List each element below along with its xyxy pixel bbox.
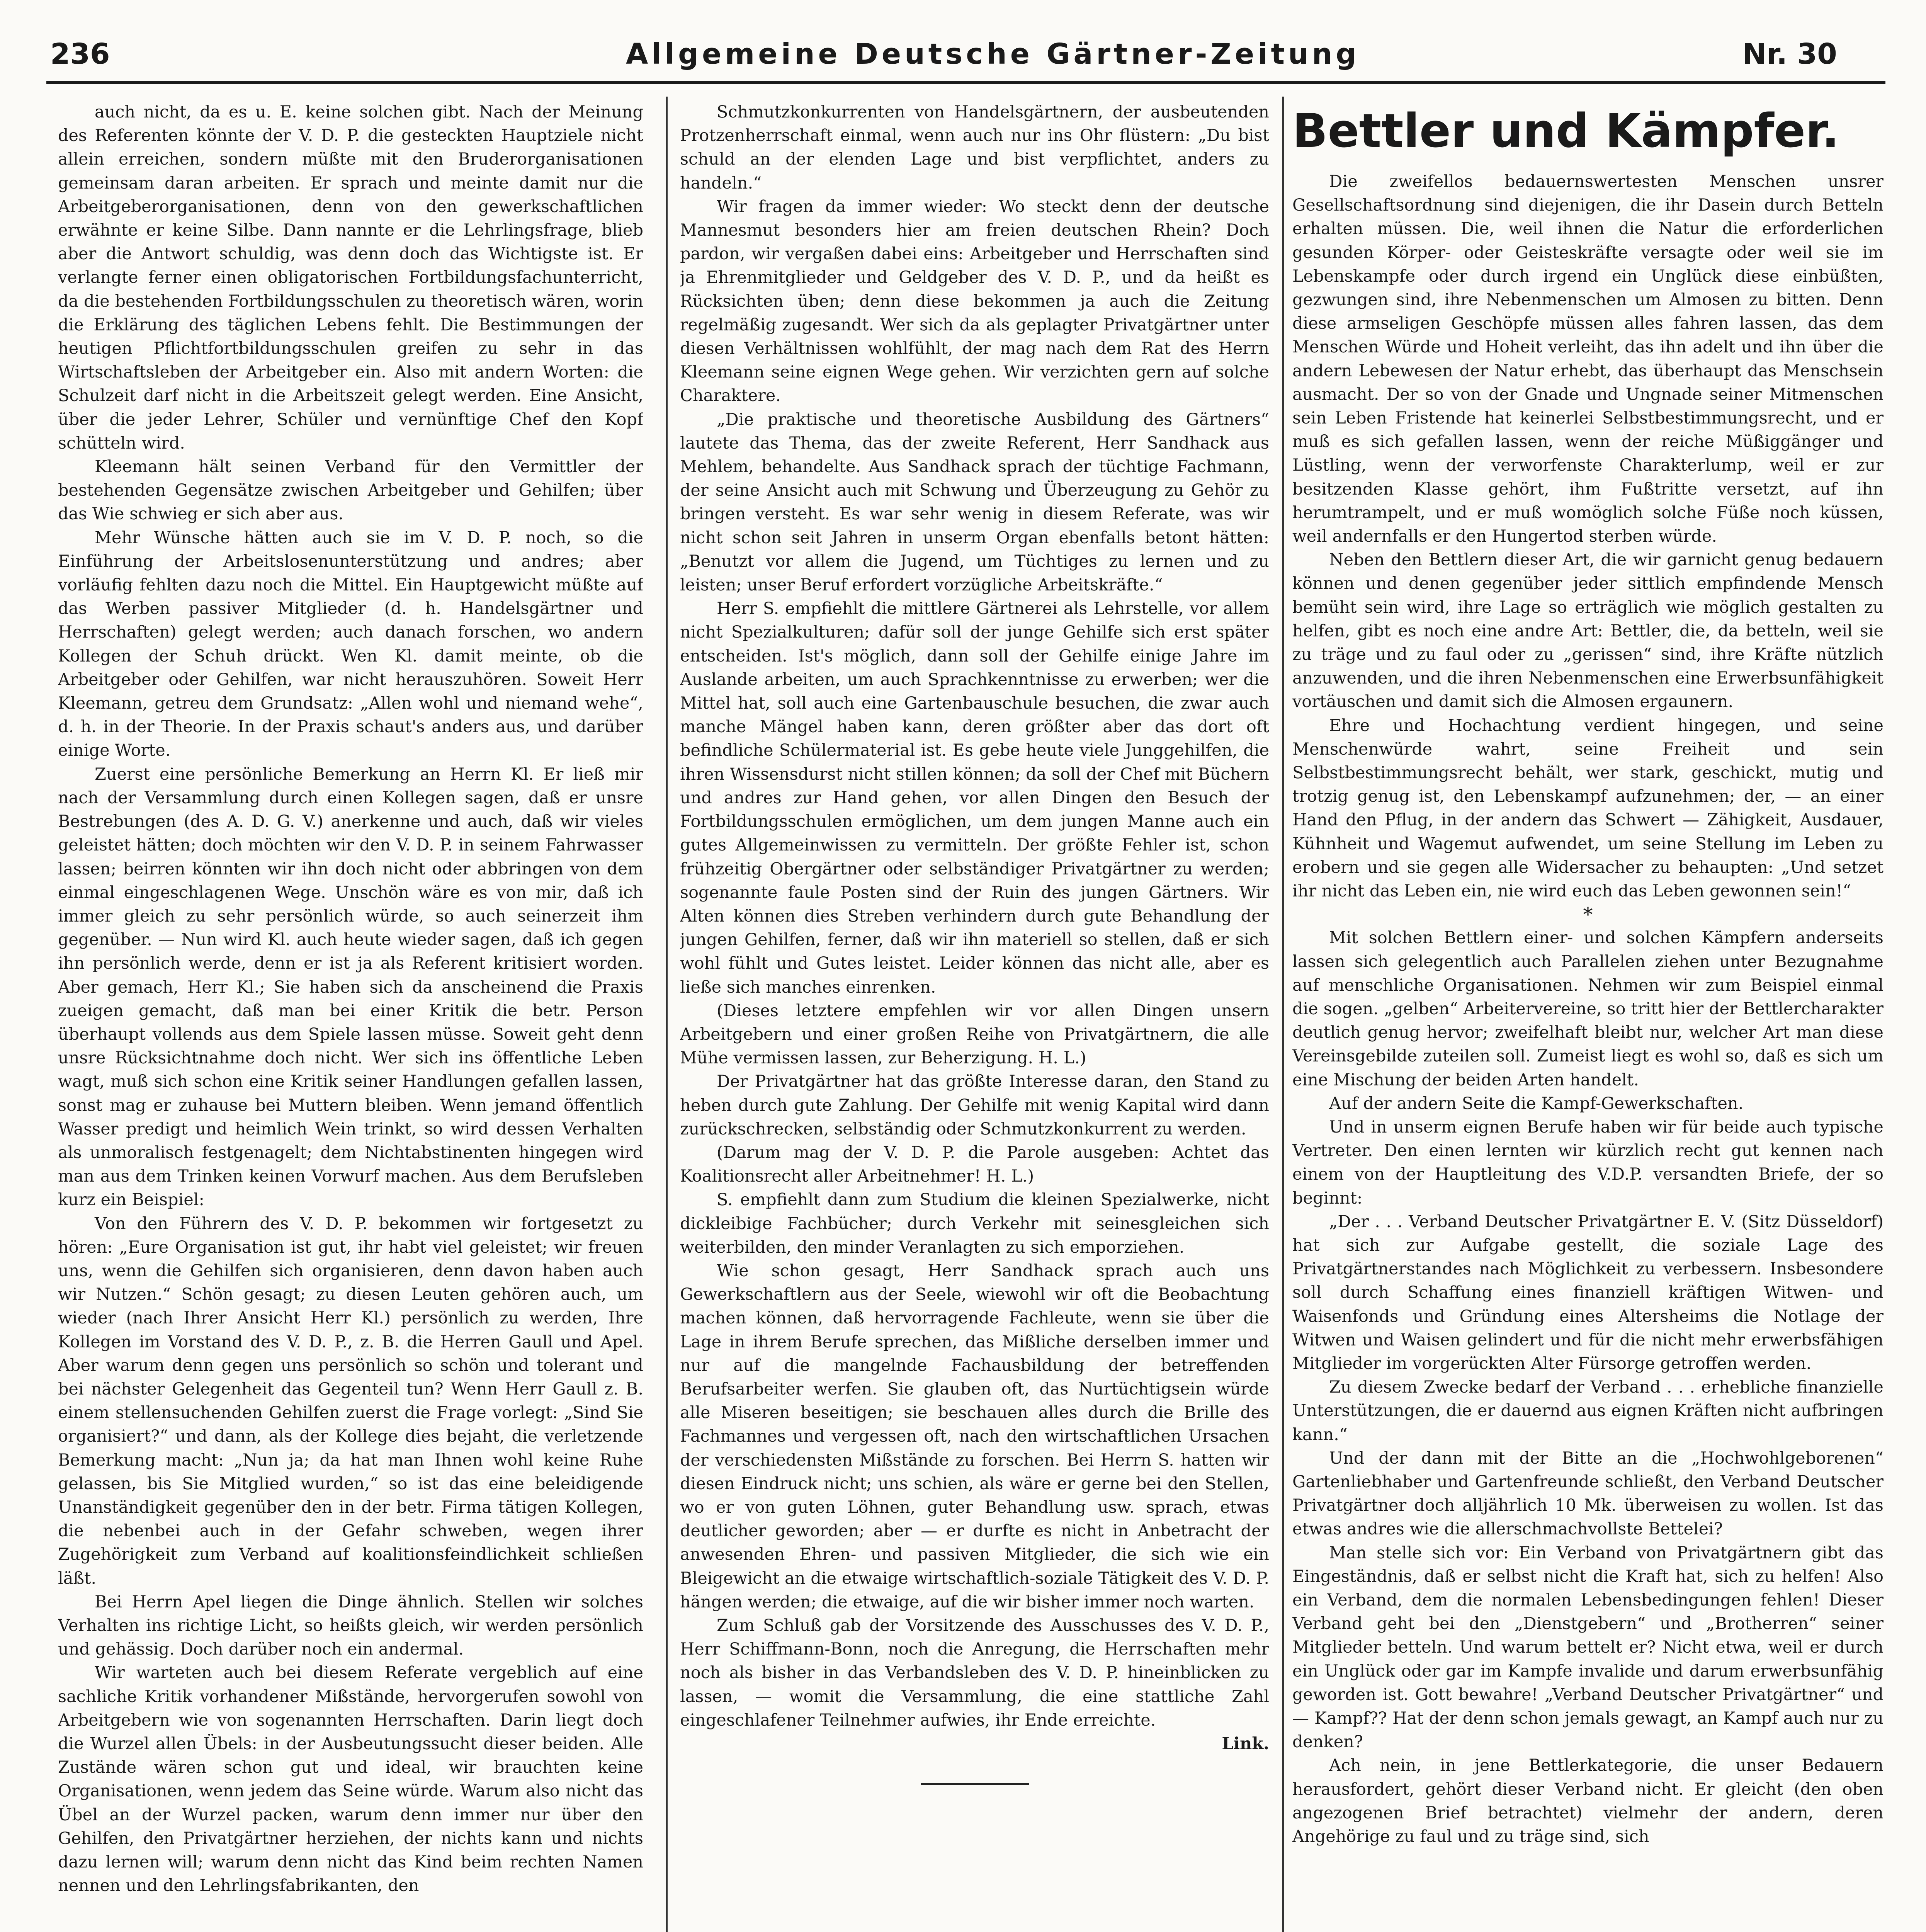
column-divider bbox=[1282, 97, 1284, 1932]
paragraph: Wir fragen da immer wieder: Wo steckt denn der deutsche Mannesmut besonders hier am freien deutschen Rhein? Doch pardon, wir vergaßen dabei eins: Arbeitgeber und Herrschaften sind ja Ehrenmitglieder und Geldgeber des V. D. P., und da heißt es Rücksichten üben; denn diese bekommen ja auch die Zeitung regelmäßig zugesandt. Wer sich da als geplagter Privatgärtner unter diesen Verhältnissen wohlfühlt, der mag nach dem Rat des Herrn Kleemann seine eignen Wege gehen. Wir verzichten gern auf solche Charaktere. bbox=[680, 197, 1269, 406]
issue-number: Nr. 30 bbox=[1742, 37, 1837, 71]
paragraph: Wir warteten auch bei diesem Referate vergeblich auf eine sachliche Kritik vorhandener Mißstände, hervorgerufen sowohl von Arbeitgebern wie von sogenannten Herrschaften. Darin liegt doch die Wurzel allen Übels: in der Ausbeutungssucht dieser beiden. Alle Zustände wären schon gut und ideal, wir brauchten keine Organisationen, wenn jedem das Seine würde. Warum also nicht das Übel an der Wurzel packen, warum denn immer nur über den Gehilfen, den Privatgärtner herziehen, der nichts kann und nichts dazu lernen will; warum denn nicht das Kind beim rechten Namen nennen und den Lehrlingsfabrikanten, den bbox=[58, 1663, 643, 1896]
header-rule bbox=[46, 81, 1885, 84]
paragraph: Und der dann mit der Bitte an die „Hochwohlgeborenen“ Gartenliebhaber und Gartenfreunde schließt, den Verband Deutscher Privatgärtner doch alljährlich 10 Mk. überweisen zu wollen. Ist das etwas andres wie die allerschmachvollste Bettelei? bbox=[1292, 1448, 1884, 1539]
paragraph: Und in unserm eignen Berufe haben wir für beide auch typische Vertreter. Den einen lernten wir kürzlich recht gut kennen nach einem von der Hauptleitung des V.D.P. versandten Briefe, der so beginnt: bbox=[1292, 1117, 1884, 1208]
paragraph: Ehre und Hochachtung verdient hingegen, und seine Menschenwürde wahrt, seine Freiheit und sein Selbstbestimmungsrecht behält, wer stark, geschickt, mutig und trotzig genug ist, den Lebenskampf aufzunehmen; der, — an einer Hand den Pflug, in der andern das Schwert — Zähigkeit, Ausdauer, Kühnheit und Wagemut aufwendet, um seine Stellung im Leben zu erobern und sie gegen alle Widersacher zu behaupten: „Und setzet ihr nicht das Leben ein, nie wird euch das Leben gewonnen sein!“ bbox=[1292, 716, 1884, 901]
text-column-left bbox=[58, 100, 643, 1932]
article-title: Bettler und Kämpfer. bbox=[1292, 104, 1839, 158]
text-column-right bbox=[1292, 100, 1884, 1932]
paragraph: auch nicht, da es u. E. keine solchen gibt. Nach der Meinung des Referenten könnte der V. D. P. die gesteckten Hauptziele nicht allein erreichen, sondern müßte mit den Bruderorganisationen gemeinsam daran arbeiten. Er sprach und meinte damit nur die Arbeitgeberorganisationen, denn von den gewerkschaftlichen erwähnte er keine Silbe. Dann nannte er die Lehrlingsfrage, blieb aber die Antwort schuldig, was denn doch das Wichtigste ist. Er verlangte ferner einen obligatorischen Fortbildungsfachunterricht, da die bestehenden Fortbildungsschulen zu theoretisch wären, worin die Erklärung des täglichen Lebens fehlt. Die Bestimmungen der heutigen Pflichtfortbildungsschulen greifen zu sehr in das Wirtschaftsleben der Arbeitgeber ein. Also mit andern Worten: die Schulzeit darf nicht in die Arbeitszeit gelegt werden. Eine Ansicht, über die jeder Lehrer, Schüler und vernünftige Chef den Kopf schütteln wird. bbox=[58, 102, 643, 453]
page-number: 236 bbox=[50, 37, 110, 71]
paragraph: Auf der andern Seite die Kampf-Gewerkschaften. bbox=[1329, 1094, 1744, 1113]
paragraph: „Der . . . Verband Deutscher Privatgärtner E. V. (Sitz Düsseldorf) hat sich zur Aufgabe gestellt, die soziale Lage des Privatgärtnerstandes nach Möglichkeit zu verbessern. Insbesondere soll durch Schaffung eines finanziell kräftigen Witwen- und Waisenfonds und Gründung eines Altersheims die Notlage der Witwen und Waisen gelindert und für die nicht mehr erwerbsfähigen Mitglieder im vorgerückten Alter Fürsorge getroffen werden. bbox=[1292, 1212, 1884, 1373]
paragraph: Bei Herrn Apel liegen die Dinge ähnlich. Stellen wir solches Verhalten ins richtige Licht, so heißts gleich, wir werden persönlich und gehässig. Doch darüber noch ein andermal. bbox=[58, 1592, 643, 1659]
paragraph: Zuerst eine persönliche Bemerkung an Herrn Kl. Er ließ mir nach der Versammlung durch einen Kollegen sagen, daß er unsre Bestrebungen (des A. D. G. V.) anerkenne und auch, daß wir vieles geleistet hätten; doch möchten wir den V. D. P. in seinem Fahrwasser lassen; beirren könnten wir ihn doch nicht oder abbringen von dem einmal eingeschlagenen Wege. Unschön wäre es von mir, daß ich immer gleich zu sehr persönlich würde, so auch seinerzeit ihm gegenüber. — Nun wird Kl. auch heute wieder sagen, daß ich gegen ihn persönlich werde, denn er ist ja als Referent kritisiert worden. Aber gemach, Herr Kl.; Sie haben sich da anscheinend die Praxis zueigen gemacht, daß man bei einer Kritik die betr. Person überhaupt vollends aus dem Spiele lassen müsse. Soweit geht denn unsre Rücksichtnahme doch nicht. Wer sich ins öffentliche Leben wagt, muß sich schon eine Kritik seiner Handlungen gefallen lassen, sonst mag er zuhause bei Muttern bleiben. Wenn jemand öffentlich Wasser predigt und heimlich Wein trinkt, so wird dessen Verhalten als unmoralisch festgenagelt; dem Nichtabstinenten hingegen wird man aus dem Trinken keinen Vorwurf machen. Aus dem Berufsleben kurz ein Beispiel: bbox=[58, 764, 643, 1210]
publication-title: Allgemeine Deutsche Gärtner-Zeitung bbox=[626, 37, 1360, 71]
paragraph: Neben den Bettlern dieser Art, die wir garnicht genug bedauern können und denen gegenüber jeder sittlich empfindende Mensch bemüht sein wird, ihre Lage so erträglich wie möglich gestalten zu helfen, gibt es noch eine andre Art: Bettler, die, da betteln, weil sie zu träge und zu faul oder zu „gerissen“ sind, ihre Kräfte nützlich anzuwenden, und die ihren Nebenmenschen eine Erwerbsunfähigkeit vortäuschen und damit sich die Almosen ergaunern. bbox=[1292, 550, 1884, 712]
text-column-middle bbox=[680, 100, 1269, 1932]
paragraph: Wie schon gesagt, Herr Sandhack sprach auch uns Gewerkschaftlern aus der Seele, wiewohl wir oft die Beobachtung machen können, daß hervorragende Fachleute, wenn sie über die Lage in ihrem Berufe sprechen, das Mißliche derselben immer und nur auf die mangelnde Fachausbildung der betreffenden Berufsarbeiter werfen. Sie glauben oft, das Nurtüchtigsein würde alle Miseren beseitigen; sie beschauen alles durch die Brille des Fachmannes und vergessen oft, nach den wirtschaftlichen Ursachen der verschiedensten Mißstände zu forschen. Bei Herrn S. hatten wir diesen Eindruck nicht; uns schien, als wäre er gerne bei den Stellen, wo er von guten Löhnen, guter Behandlung usw. sprach, etwas deutlicher geworden; aber — er durfte es nicht in Anbetracht der anwesenden Ehren- und passiven Mitglieder, die sich wie ein Bleigewicht an die etwaige wirtschaftlich-soziale Tätigkeit des V. D. P. hängen werden; die etwaige, auf die wir bisher immer noch warten. bbox=[680, 1261, 1269, 1612]
paragraph: Man stelle sich vor: Ein Verband von Privatgärtnern gibt das Eingeständnis, daß er selbst nicht die Kraft hat, sich zu helfen! Also ein Verband, dem die normalen Lebensbedingungen fehlen! Dieser Verband geht bei den „Dienstgebern“ und „Brotherren“ seiner Mitglieder betteln. Und warum bettelt er? Nicht etwa, weil er durch ein Unglück oder gar im Kampfe invalide und darum erwerbsunfähig geworden ist. Gott bewahre! „Verband Deutscher Privatgärtner“ und — Kampf?? Hat der denn schon jemals gewagt, an Kampf auch nur zu denken? bbox=[1292, 1543, 1884, 1752]
paragraph: Die zweifellos bedauernswertesten Menschen unsrer Gesellschaftsordnung sind diejenigen, die ihr Dasein durch Betteln erhalten müssen. Die, weil ihnen die Natur die erforderlichen gesunden Körper- oder Geisteskräfte versagte oder weil sie im Lebenskampfe oder durch irgend ein Unglück diese einbüßten, gezwungen sind, ihre Nebenmenschen um Almosen zu bitten. Denn diese armseligen Geschöpfe müssen alles fahren lassen, das dem Menschen Würde und Hoheit verleiht, das ihn adelt und ihn über die andern Lebewesen der Natur erhebt, das überhaupt das Menschsein ausmacht. Der so von der Gnade und Ungnade seiner Mitmenschen sein Leben Fristende hat keinerlei Selbstbestimmungsrecht, und er muß es sich gefallen lassen, wenn der reiche Müßiggänger und Lüstling, wenn der verworfenste Charakterlump, weil er zur besitzenden Klasse gehört, ihm Fußtritte versetzt, auf ihn herumtrampelt, und er muß womöglich solche Füße noch küssen, weil andernfalls er den Hungertod sterben würde. bbox=[1292, 172, 1884, 546]
paragraph: Ach nein, in jene Bettlerkategorie, die unser Bedauern herausfordert, gehört dieser Verband nicht. Er gleicht (den oben angezogenen Brief betrachtet) vielmehr der andern, deren Angehörige zu faul und zu träge sind, sich bbox=[1292, 1756, 1884, 1847]
paragraph: (Dieses letztere empfehlen wir vor allen Dingen unsern Arbeitgebern und einer großen Reihe von Privatgärtnern, die alle Mühe vermissen lassen, zur Beherzigung. H. L.) bbox=[680, 1001, 1269, 1068]
paragraph: Herr S. empfiehlt die mittlere Gärtnerei als Lehrstelle, vor allem nicht Spezialkulturen; dafür soll der junge Gehilfe sich erst später entscheiden. Ist's möglich, dann soll der Gehilfe einige Jahre im Auslande arbeiten, um auch Sprachkenntnisse zu erwerben; wer die Mittel hat, soll auch eine Gartenbauschule besuchen, die zwar auch manche Mängel haben kann, deren größter aber das dort oft befindliche Schülermaterial ist. Es gebe heute viele Junggehilfen, die ihren Wissensdurst nicht stillen können; da soll der Chef mit Büchern und andres zur Hand gehen, vor allen Dingen den Besuch der Fortbildungsschulen ermöglichen, um dem jungen Manne auch ein gutes Allgemeinwissen zu vermitteln. Der größte Fehler ist, schon frühzeitig Obergärtner oder selbständiger Privatgärtner zu werden; sogenannte faule Posten sind der Ruin des jungen Gärtners. Wir Alten können dies Streben verhindern durch gute Behandlung der jungen Gehilfen, ferner, daß wir ihn materiell so stellen, daß er sich wohl fühlt und Gutes leistet. Leider können das nicht alle, aber es ließe sich manches einrenken. bbox=[680, 599, 1269, 997]
paragraph: Der Privatgärtner hat das größte Interesse daran, den Stand zu heben durch gute Zahlung. Der Gehilfe mit wenig Kapital wird dann zurückschrecken, selbständig oder Schmutzkonkurrent zu werden. bbox=[680, 1072, 1269, 1139]
section-separator: * bbox=[1583, 903, 1593, 926]
paragraph: Zum Schluß gab der Vorsitzende des Ausschusses des V. D. P., Herr Schiffmann-Bonn, noch die Anregung, die Herrschaften mehr noch als bisher in das Verbandsleben des V. D. P. hineinblicken zu lassen, — womit die Versammlung, die eine stattliche Zahl eingeschlafener Teilnehmer aufwies, ihr Ende erreichte. bbox=[680, 1616, 1269, 1730]
paragraph: „Die praktische und theoretische Ausbildung des Gärtners“ lautete das Thema, das der zweite Referent, Herr Sandhack aus Mehlem, behandelte. Aus Sandhack sprach der tüchtige Fachmann, der seine Ansicht auch mit Schwung und Überzeugung zu Gehör zu bringen versteht. Es war sehr wenig in diesem Referate, was wir nicht schon seit Jahren in unserm Organ ebenfalls betont hätten: „Benutzt vor allem die Jugend, um Tüchtiges zu lernen und zu leisten; unser Beruf erfordert vorzügliche Arbeitskräfte.“ bbox=[680, 410, 1269, 595]
author-signature: Link. bbox=[1222, 1734, 1269, 1754]
end-of-article-rule bbox=[921, 1783, 1029, 1785]
paragraph: Von den Führern des V. D. P. bekommen wir fortgesetzt zu hören: „Eure Organisation ist gut, ihr habt viel geleistet; wir freuen uns, wenn die Gehilfen sich organisieren, denn davon haben auch wir Nutzen.“ Schön gesagt; zu diesen Leuten gehören auch, um wieder (nach Ihrer Ansicht Herr Kl.) persönlich zu werden, Ihre Kollegen im Vorstand des V. D. P., z. B. die Herren Gaull und Apel. Aber warum denn gegen uns persönlich so schön und tolerant und bei nächster Gelegenheit das Gegenteil tun? Wenn Herr Gaull z. B. einem stellensuchenden Gehilfen zuerst die Frage vorlegt: „Sind Sie organisiert?“ und dann, als der Kollege dies bejaht, die verletzende Bemerkung macht: „Nun ja; da hat man Ihnen wohl keine Ruhe gelassen, bis Sie Mitglied wurden,“ so ist das eine beleidigende Unanständigkeit gegenüber den in der betr. Firma tätigen Kollegen, die nebenbei auch in der Gefahr schweben, wegen ihrer Zugehörigkeit zum Verband auf koalitionsfeindlichkeit schließen läßt. bbox=[58, 1214, 643, 1588]
paragraph: (Darum mag der V. D. P. die Parole ausgeben: Achtet das Koalitionsrecht aller Arbeitnehmer! H. L.) bbox=[680, 1143, 1269, 1186]
paragraph: S. empfiehlt dann zum Studium die kleinen Spezialwerke, nicht dickleibige Fachbücher; durch Verkehr mit seinesgleichen sich weiterbilden, den minder Veranlagten zu sich emporziehen. bbox=[680, 1190, 1269, 1257]
paragraph: Zu diesem Zwecke bedarf der Verband . . . erhebliche finanzielle Unterstützungen, die er dauernd aus eignen Kräften nicht aufbringen kann.“ bbox=[1292, 1378, 1884, 1444]
paragraph: Mehr Wünsche hätten auch sie im V. D. P. noch, so die Einführung der Arbeitslosenunterstützung und andres; aber vorläufig fehlten dazu noch die Mittel. Ein Hauptgewicht müßte auf das Werben passiver Mitglieder (d. h. Handelsgärtner und Herrschaften) gelegt werden; auch danach forschen, wo andern Kollegen der Schuh drückt. Wen Kl. damit meinte, ob die Arbeitgeber oder Gehilfen, war nicht herauszuhören. Soweit Herr Kleemann, getreu dem Grundsatz: „Allen wohl und niemand wehe“, d. h. in der Theorie. In der Praxis schaut's anders aus, und darüber einige Worte. bbox=[58, 528, 643, 760]
column-divider bbox=[666, 97, 668, 1932]
paragraph: Mit solchen Bettlern einer- und solchen Kämpfern anderseits lassen sich gelegentlich auch Parallelen ziehen unter Bezugnahme auf menschliche Organisationen. Nehmen wir zum Beispiel einmal die sogen. „gelben“ Arbeitervereine, so tritt hier der Bettlercharakter deutlich genug hervor; zweifelhaft bleibt nur, welcher Art man diese Vereinsgebilde zuteilen soll. Zumeist liegt es wohl so, daß es sich um eine Mischung der beiden Arten handelt. bbox=[1292, 928, 1884, 1090]
paragraph: Schmutzkonkurrenten von Handelsgärtnern, der ausbeutenden Protzenherrschaft einmal, wenn auch nur ins Ohr flüstern: „Du bist schuld an der elenden Lage und bist verpflichtet, anders zu handeln.“ bbox=[680, 102, 1269, 193]
paragraph: Kleemann hält seinen Verband für den Vermittler der bestehenden Gegensätze zwischen Arbeitgeber und Gehilfen; über das Wie schwieg er sich aber aus. bbox=[58, 457, 643, 524]
